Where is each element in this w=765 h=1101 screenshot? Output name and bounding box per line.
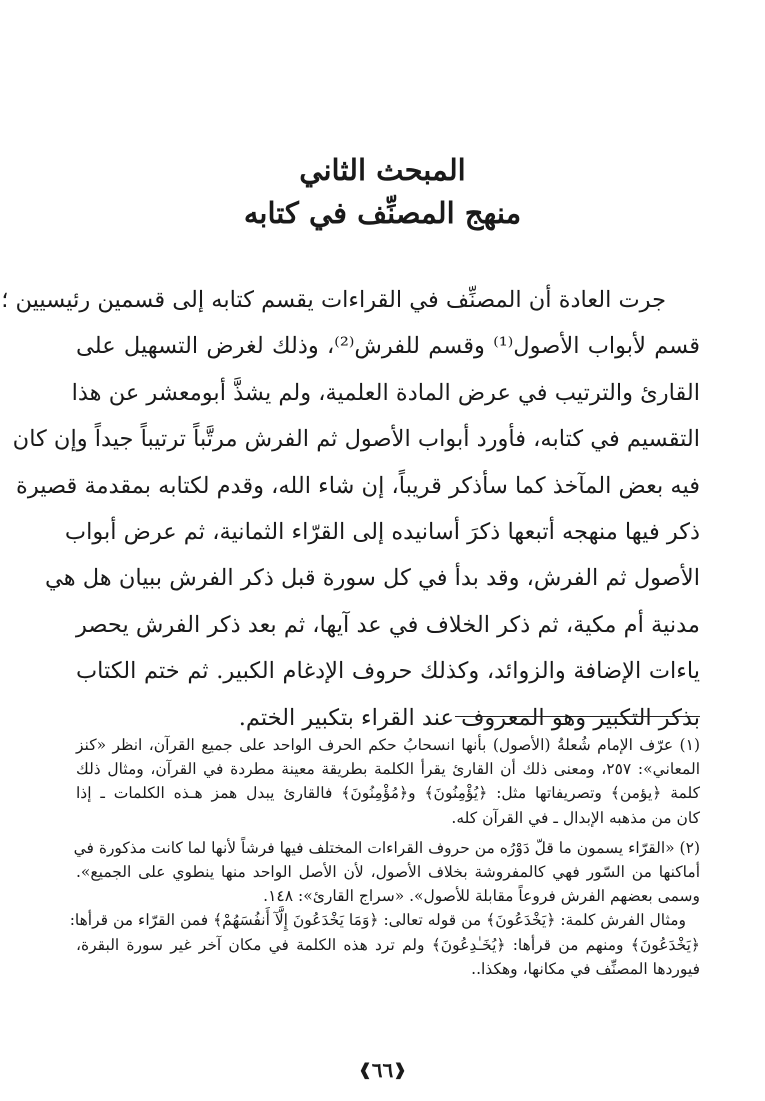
body-line: مدنية أم مكية، ثم ذكر الخلاف في عد آيها، ثم بعد ذكر الفرش يحصر [76, 611, 700, 638]
footnote-divider [455, 716, 700, 717]
footnote-2 [69, 836, 700, 981]
footnote-line: أماكنها من السّور فهي كالمفروشة بخلاف الأصول، لأن الأصل الواحد منها ينطوي على الجميع». [76, 862, 700, 881]
body-text [1, 277, 700, 741]
footnote-line: فيوردها المصنِّف في مكانها، وهكذا.. [471, 959, 700, 978]
footnote-line: وسمى بعضهم الفرش فروعاً مقابلة للأصول». «سراج القارئ»: ١٤٨. [263, 887, 700, 906]
body-line: ياءات الإضافة والزوائد، وكذلك حروف الإدغام الكبير. ثم ختم الكتاب [76, 658, 700, 685]
body-line: جرت العادة أن المصنِّف في القراءات يقسم كتابه إلى قسمين رئيسيين ؛ [1, 287, 666, 313]
page-number-value: ٦٦ [371, 1058, 394, 1082]
body-line: التقسيم في كتابه، فأورد أبواب الأصول ثم الفرش مرتَّباً ترتيباً جيداً وإن كان [12, 426, 700, 453]
section-heading: المبحث الثاني [299, 153, 466, 187]
footnote-line: المعاني»: ٢٥٧، ومعنى ذلك أن القارئ يقرأ الكلمة بطريقة معينة مطردة في القرآن، ومثال ذلك [76, 760, 701, 779]
body-line: الأصول ثم الفرش، وقد بدأ في كل سورة قبل ذكر الفرش ببيان هل هي [45, 565, 700, 592]
footnote-line: كان من مذهبه الإبدال ـ في القرآن كله. [451, 808, 700, 827]
body-line: القارئ والترتيب في عرض المادة العلمية، ولم يشذَّ أبومعشر عن هذا [71, 379, 700, 406]
footnotes [69, 733, 701, 981]
body-line: قسم لأبواب الأصول⁽¹⁾ وقسم للفرش⁽²⁾، وذلك لغرض التسهيل على [76, 333, 700, 360]
body-line: ذكر فيها منهجه أتبعها ذكرَ أسانيده إلى القرّاء الثمانية، ثم عرض أبواب [64, 518, 700, 545]
body-line: فيه بعض المآخذ كما سأذكر قريباً، إن شاء الله، وقدم لكتابه بمقدمة قصيرة [16, 472, 700, 499]
ornament-icon: ❱ [358, 1060, 372, 1079]
footnote-line: ﴿يَخْدَعُونَ﴾ ومنهم من قرأها: ﴿يُخَـٰدِعُونَ﴾ ولم ترد هذه الكلمة في مكان آخر غير سورة البقرة، [76, 935, 700, 954]
ornament-icon: ❰ [393, 1060, 407, 1079]
body-line: بذكر التكبير وهو المعروف عند القراء بتكبير الختم. [238, 704, 700, 731]
section-subheading: منهج المصنِّف في كتابه [243, 196, 522, 230]
footnote-1 [76, 733, 700, 830]
footnote-line: كلمة ﴿يؤمن﴾ وتصريفاتها مثل: ﴿يُؤْمِنُونَ﴾ و﴿مُؤْمِنُونَ﴾ فالقارئ يبدل همز هـذه الكلمات ـ إذا [76, 784, 700, 803]
footnote-line: (٢) «القرّاء يسمون ما قلّ دَوْرُه من حروف القراءات المختلف فيها فرشاً لأنها لما كانت مذكورة في [73, 838, 700, 857]
page-number [0, 1058, 765, 1082]
footnote-line: ومثال الفرش كلمة: ﴿يَخْدَعُونَ﴾ من قوله تعالى: ﴿وَمَا يَخْدَعُونَ إِلَّآ أَنفُسَهُمْ﴾ فمن القرّاء من قرأها: [69, 911, 686, 930]
footnote-line: (١) عرّف الإمام شُعلةُ (الأصول) بأنها انسحابُ حكم الحرف الواحد على جميع القرآن، انظر «كنز [76, 736, 700, 754]
